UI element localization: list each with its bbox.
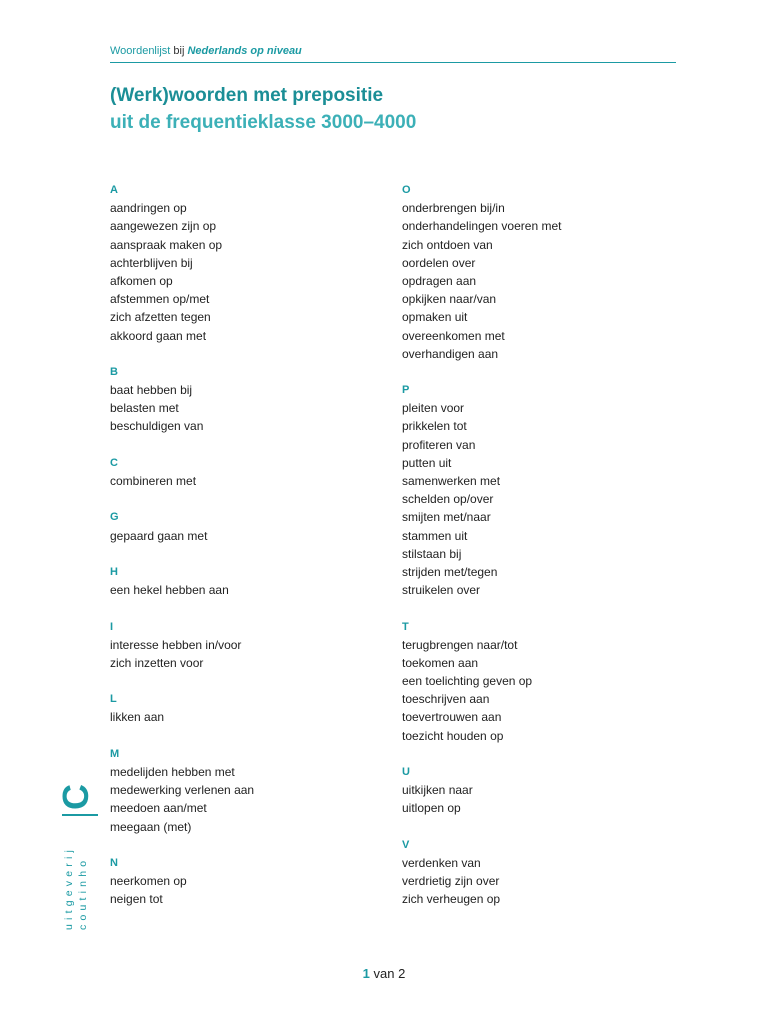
word-entry: overeenkomen met	[402, 328, 505, 343]
word-entry: pleiten voor	[402, 401, 465, 416]
letter-group	[402, 763, 682, 818]
letter-heading: V	[402, 838, 410, 851]
word-entry: toekomen aan	[402, 655, 479, 670]
letter-heading: L	[110, 693, 117, 706]
word-entry: beschuldigen van	[110, 419, 204, 434]
word-column-left	[110, 181, 360, 927]
word-entry: aandringen op	[110, 201, 187, 216]
page-subtitle: uit de frequentieklasse 3000–4000	[110, 112, 417, 133]
letter-group	[110, 454, 360, 490]
word-entry: achterblijven bij	[110, 255, 193, 270]
word-entry: akkoord gaan met	[110, 328, 207, 343]
word-entry: opdragen aan	[402, 273, 477, 288]
word-entry: onderbrengen bij/in	[402, 201, 505, 216]
publisher-logo: C	[55, 784, 96, 810]
word-entry: combineren met	[110, 474, 197, 488]
letter-heading: O	[402, 184, 411, 196]
word-entry: toeschrijven aan	[402, 692, 490, 707]
word-entry: uitkijken naar	[402, 783, 473, 798]
publisher-wordmark	[55, 760, 106, 940]
letter-group	[110, 363, 360, 436]
word-entry: stammen uit	[402, 528, 468, 543]
word-entry: neerkomen op	[110, 874, 187, 889]
word-entry: profiteren van	[402, 437, 476, 452]
word-entry: verdrietig zijn over	[402, 874, 500, 889]
word-entry: terugbrengen naar/tot	[402, 637, 518, 652]
word-entry: zich ontdoen van	[402, 237, 493, 252]
letter-heading: I	[110, 620, 114, 633]
page-footer	[0, 966, 768, 982]
word-entry: oordelen over	[402, 255, 476, 270]
word-entry: schelden op/over	[402, 492, 494, 507]
page-total: van 2	[373, 966, 406, 981]
word-entry: aanspraak maken op	[110, 237, 223, 252]
letter-group	[402, 181, 682, 363]
word-entry: aangewezen zijn op	[110, 219, 217, 234]
letter-heading: H	[110, 565, 118, 578]
word-entry: zich verheugen op	[402, 892, 501, 907]
word-entry: een toelichting geven op	[402, 674, 533, 689]
word-entry: afkomen op	[110, 273, 173, 288]
word-entry: baat hebben bij	[110, 383, 193, 398]
letter-group	[110, 563, 360, 599]
word-entry: belasten met	[110, 401, 179, 416]
letter-heading: P	[402, 384, 410, 397]
word-entry: putten uit	[402, 455, 452, 470]
word-column-right	[402, 181, 682, 927]
publisher-brand	[55, 760, 106, 940]
letter-heading: N	[110, 856, 118, 869]
word-entry: toevertrouwen aan	[402, 710, 502, 725]
page-number: 1	[362, 966, 370, 981]
page-title: (Werk)woorden met prepositie	[110, 85, 384, 106]
header-rule	[110, 62, 676, 63]
word-entry: meegaan (met)	[110, 819, 192, 834]
word-entry: toezicht houden op	[402, 728, 504, 743]
publisher-name-line2: coutinho	[77, 856, 89, 930]
word-entry: opkijken naar/van	[402, 292, 497, 307]
word-entry: medelijden hebben met	[110, 765, 235, 779]
letter-heading: T	[402, 620, 409, 633]
word-entry: een hekel hebben aan	[110, 583, 229, 598]
letter-group	[110, 690, 360, 726]
word-entry: zich inzetten voor	[110, 655, 204, 670]
publisher-divider	[62, 814, 98, 816]
letter-group	[402, 836, 682, 909]
word-entry: uitlopen op	[402, 801, 461, 816]
word-entry: stilstaan bij	[402, 546, 462, 561]
word-entry: onderhandelingen voeren met	[402, 219, 562, 234]
header-book-title: Nederlands op niveau	[187, 45, 302, 57]
letter-group	[110, 745, 360, 836]
letter-heading: M	[110, 747, 120, 760]
letter-heading: A	[110, 184, 118, 196]
word-entry: interesse hebben in/voor	[110, 637, 242, 652]
word-entry: struikelen over	[402, 583, 481, 598]
letter-heading: B	[110, 365, 118, 378]
letter-group	[110, 181, 360, 345]
word-entry: likken aan	[110, 710, 165, 725]
word-entry: overhandigen aan	[402, 346, 499, 361]
word-entry: neigen tot	[110, 892, 163, 907]
letter-group	[402, 381, 682, 599]
word-entry: zich afzetten tegen	[110, 310, 211, 325]
word-entry: meedoen aan/met	[110, 801, 207, 816]
letter-group	[110, 618, 360, 673]
header-series: Woordenlijst	[110, 45, 171, 57]
letter-heading: U	[402, 766, 410, 778]
letter-heading: G	[110, 511, 119, 524]
word-entry: gepaard gaan met	[110, 528, 208, 543]
word-entry: opmaken uit	[402, 310, 468, 325]
word-entry: samenwerken met	[402, 474, 501, 488]
publisher-name-line1: uitgeverij	[63, 845, 75, 930]
word-entry: afstemmen op/met	[110, 292, 210, 307]
letter-group	[402, 618, 682, 745]
header-connector: bij	[173, 45, 185, 57]
word-entry: strijden met/tegen	[402, 564, 498, 579]
word-entry: medewerking verlenen aan	[110, 783, 255, 798]
word-entry: prikkelen tot	[402, 419, 467, 434]
word-entry: verdenken van	[402, 855, 481, 870]
letter-heading: C	[110, 456, 118, 469]
running-header	[110, 44, 302, 58]
letter-group	[110, 508, 360, 544]
letter-group	[110, 854, 360, 909]
word-entry: smijten met/naar	[402, 510, 491, 525]
